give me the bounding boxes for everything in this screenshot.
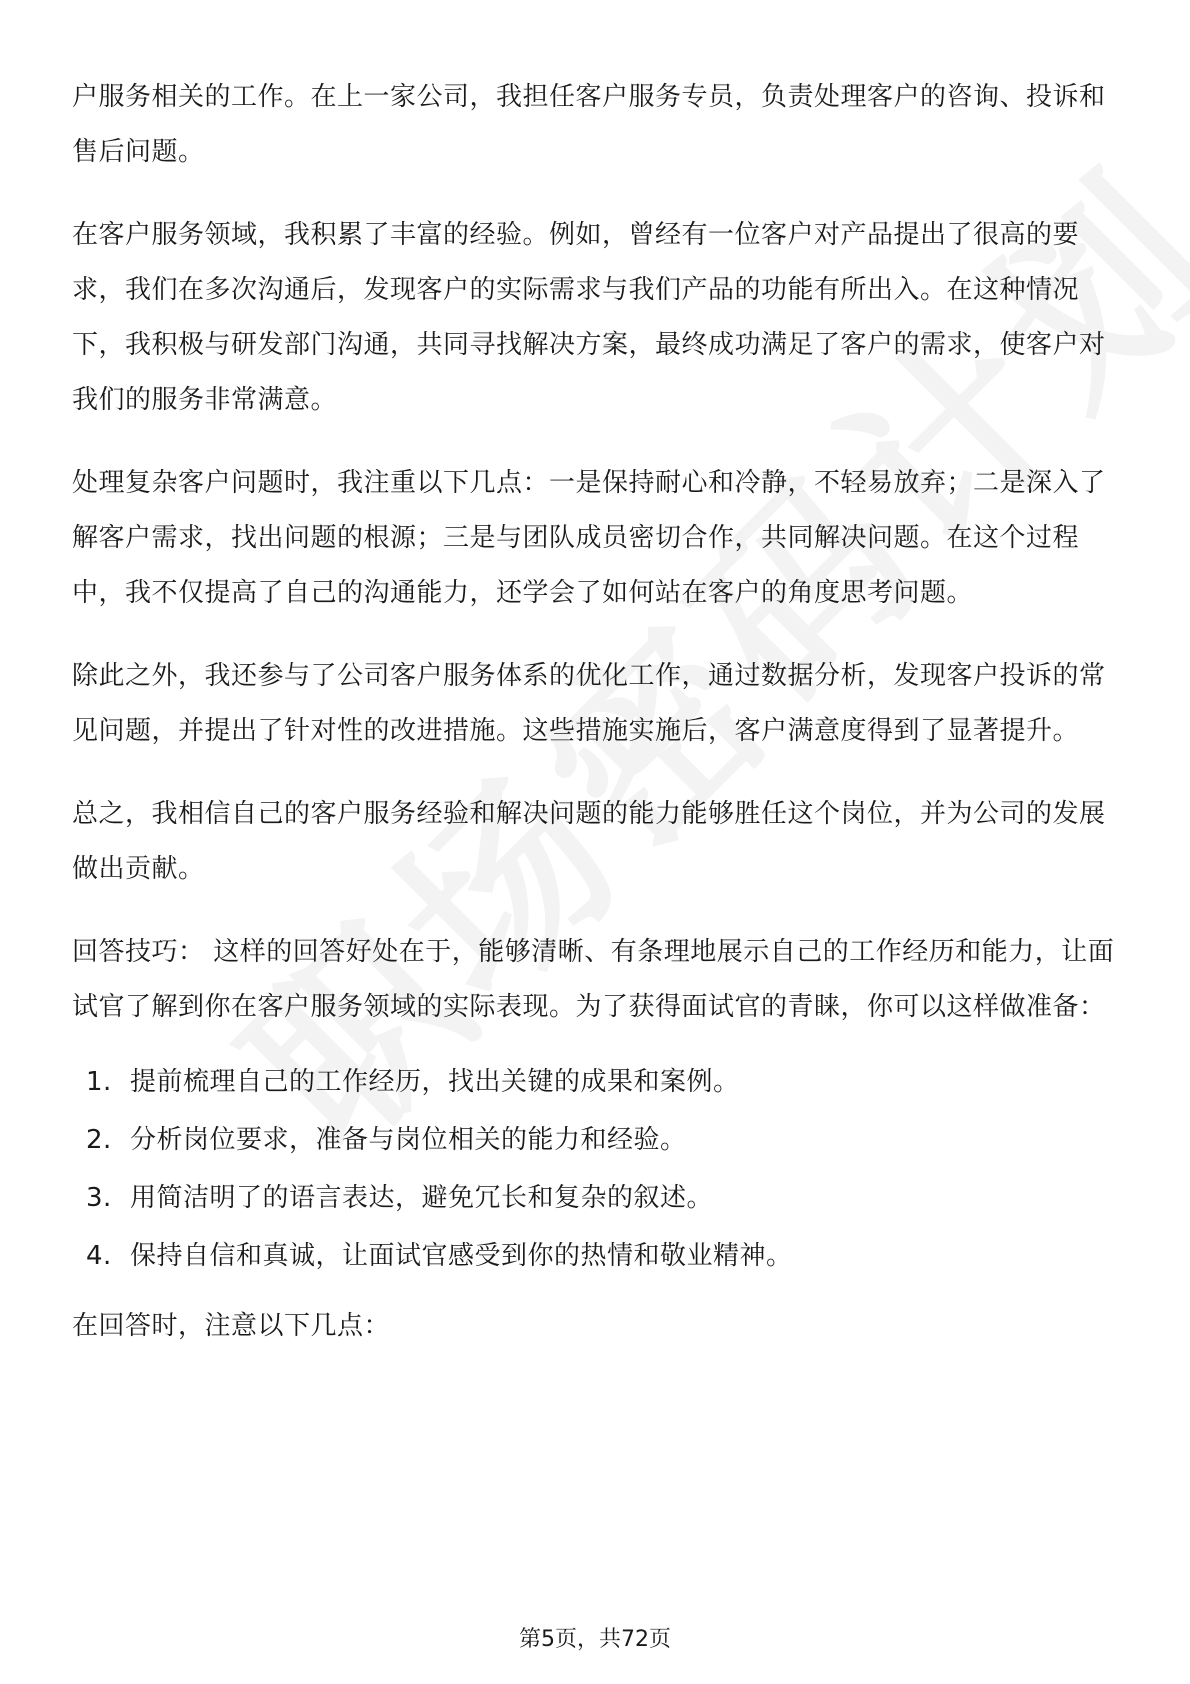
list-number: 3. bbox=[86, 1183, 112, 1213]
list-number: 4. bbox=[86, 1241, 112, 1271]
list-number: 1. bbox=[86, 1067, 112, 1097]
paragraph-3: 处理复杂客户问题时，我注重以下几点：一是保持耐心和冷静，不轻易放弃；二是深入了解客户需求，找出问题的根源；三是与团队成员密切合作，共同解决问题。在这个过程中，我不仅提高了自己的沟通能力，还学会了如何站在客户的角度思考问题。 bbox=[72, 468, 1106, 608]
list-text: 提前梳理自己的工作经历，找出关键的成果和案例。 bbox=[130, 1067, 740, 1097]
paragraph-answer-tips: 回答技巧： 这样的回答好处在于，能够清晰、有条理地展示自己的工作经历和能力，让面试官了解到你在客户服务领域的实际表现。为了获得面试官的青睐，你可以这样做准备： bbox=[72, 937, 1115, 1022]
list-number: 2. bbox=[86, 1125, 112, 1155]
list-text: 保持自信和真诚，让面试官感受到你的热情和敬业精神。 bbox=[130, 1241, 793, 1271]
list-text: 分析岗位要求，准备与岗位相关的能力和经验。 bbox=[130, 1125, 687, 1155]
paragraph-4: 除此之外，我还参与了公司客户服务体系的优化工作，通过数据分析，发现客户投诉的常见问题，并提出了针对性的改进措施。这些措施实施后，客户满意度得到了显著提升。 bbox=[72, 661, 1106, 746]
closing-line: 在回答时，注意以下几点： bbox=[72, 1311, 391, 1341]
page-number: 第5页，共72页 bbox=[519, 1627, 671, 1652]
document-body bbox=[72, 70, 1122, 1382]
paragraph-5: 总之，我相信自己的客户服务经验和解决问题的能力能够胜任这个岗位，并为公司的发展做出贡献。 bbox=[72, 799, 1106, 884]
tips-list bbox=[72, 1063, 1122, 1275]
list-text: 用简洁明了的语言表达，避免冗长和复杂的叙述。 bbox=[130, 1183, 714, 1213]
list-item bbox=[72, 1121, 1122, 1159]
list-item bbox=[72, 1237, 1122, 1275]
list-item bbox=[72, 1063, 1122, 1101]
list-item bbox=[72, 1179, 1122, 1217]
paragraph-1: 户服务相关的工作。在上一家公司，我担任客户服务专员，负责处理客户的咨询、投诉和售后问题。 bbox=[72, 82, 1106, 167]
paragraph-2: 在客户服务领域，我积累了丰富的经验。例如，曾经有一位客户对产品提出了很高的要求，我们在多次沟通后，发现客户的实际需求与我们产品的功能有所出入。在这种情况下，我积极与研发部门沟通，共同寻找解决方案，最终成功满足了客户的需求，使客户对我们的服务非常满意。 bbox=[72, 220, 1106, 415]
